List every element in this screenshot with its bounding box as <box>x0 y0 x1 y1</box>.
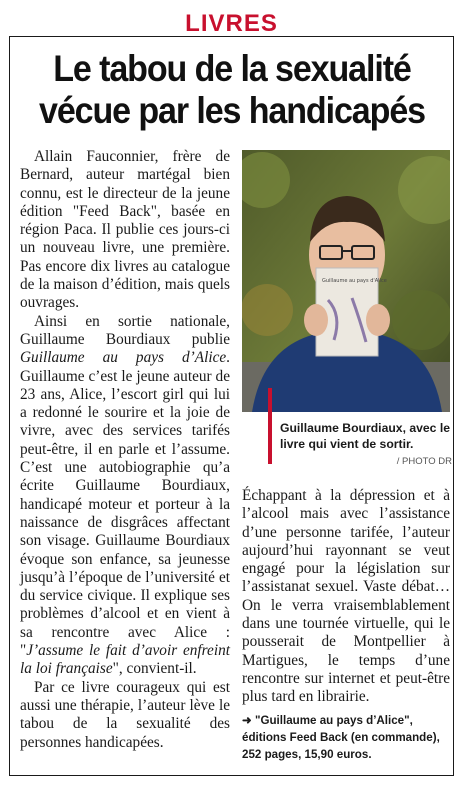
book-info-text: "Guillaume au pays d’Alice", éditions Feed Back (en commande), 252 pages, 15,90 euros. <box>242 714 440 761</box>
left-column-text <box>20 148 230 752</box>
article-headline <box>30 48 435 132</box>
paragraph-intro: Allain Fauconnier, frère de Bernard, auteur martégal bien connu, est le directeur de la jeune édition "Feed Back", basée en région Paca. Il publie ces jours-ci un nouveau livre, une première. Pas encore dix livres au catalogue de la maison d’édition, mais quels ouvrages. <box>20 148 230 312</box>
arrow-icon: ➜ <box>242 714 252 727</box>
headline-line-2: vécue par les handicapés <box>39 90 425 131</box>
book-info-footnote <box>242 712 450 763</box>
author-photo <box>242 150 450 412</box>
paragraph-conclusion: Par ce livre courageux qui est aussi une thérapie, l’auteur lève le tabou de la sexualité des personnes handicapées. <box>20 678 230 751</box>
caption-accent-bar <box>268 388 272 464</box>
paragraph-right: Échappant à la dépression et à l’alcool mais avec l’assistance d’une personne tarifée, l’auteur aujourd’hui rayonnant se veut engagé pour la législation sur l’assistanat sexuel. Vaste débat… On le verra vraisemblablement dans une tournée virtuelle, qui le pousserait de Montpellier à Martigues, le temps d’une rencontre sur internet et peut-être plus tard en librairie. <box>242 487 450 706</box>
author-quote: J’assume le fait d’avoir enfreint la loi française <box>20 642 230 678</box>
paragraph-book-part-a: Ainsi en sortie nationale, Guillaume Bourdiaux publie <box>20 312 230 348</box>
paragraph-book <box>20 313 230 679</box>
author-photo-illustration <box>242 150 450 412</box>
photo-credit: / PHOTO DR <box>396 456 452 467</box>
headline-line-1: Le tabou de la sexualité <box>53 48 411 89</box>
paragraph-book-part-c: ", convient-il. <box>112 660 197 678</box>
book-title-italic: Guillaume au pays d’Alice <box>20 349 227 367</box>
section-label: LIVRES <box>185 10 278 37</box>
photo-caption: Guillaume Bourdiaux, avec le livre qui vient de sortir. <box>280 421 451 451</box>
book-cover-title: Guillaume au pays d'Alice <box>322 278 387 284</box>
paragraph-book-part-b: . Guillaume c’est le jeune auteur de 23 ans, Alice, l’escort girl qui lui a redonné le sourire et la joie de vivre, avec des services tarifés peut-être, il en parle et l’assume. C’est une autobiographie qu’a écrite Guillaume Bourdiaux, handicapé moteur et porteur à la naissance de disgrâces affectant son visage. Guillaume Bourdiaux évoque son enfance, sa jeunesse jusqu’à l’époque de l’université et du service civique. Il explique ses problèmes d’alcool et en vient à sa rencontre avec Alice : " <box>20 349 230 660</box>
right-column-text <box>242 487 450 707</box>
